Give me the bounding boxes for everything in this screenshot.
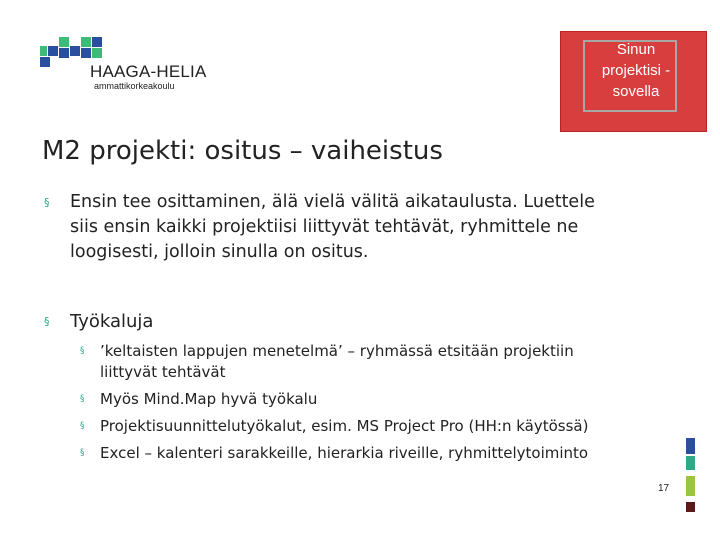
slide-title: M2 projekti: ositus – vaiheistus	[42, 136, 443, 166]
logo-square-icon	[40, 57, 50, 67]
bullet-icon: §	[44, 315, 50, 328]
deco-strip-green	[686, 476, 695, 496]
sub-bullet-text: Projektisuunnittelutyökalut, esim. MS Project Pro (HH:n käytössä)	[100, 417, 589, 435]
logo-square-icon	[92, 37, 102, 47]
logo-square-icon	[59, 37, 69, 47]
bullet-icon: §	[80, 421, 85, 431]
haaga-helia-logo	[38, 32, 208, 92]
page-number: 17	[658, 483, 670, 494]
deco-strip-dark	[686, 502, 695, 512]
sub-bullet-line: ’keltaisten lappujen menetelmä’ – ryhmässä etsitään projektiin	[100, 342, 574, 360]
badge-line: projektisi -	[601, 62, 671, 79]
bullet-text: Työkaluja	[70, 311, 154, 332]
logo-subtitle: ammattikorkeakoulu	[94, 81, 175, 91]
bullet-icon: §	[80, 346, 85, 356]
badge-line: sovella	[612, 83, 660, 100]
bullet-text	[70, 190, 670, 265]
deco-strip-blue	[686, 438, 695, 454]
bullet-line: siis ensin kaikki projektiisi liittyvät tehtävät, ryhmittele ne	[70, 217, 579, 237]
logo-name: HAAGA-HELIA	[90, 62, 207, 81]
bullet-line: loogisesti, jolloin sinulla on ositus.	[70, 242, 369, 262]
logo-square-icon	[40, 46, 47, 56]
sub-bullet-text: Myös Mind.Map hyvä työkalu	[100, 390, 318, 408]
logo-square-icon	[70, 46, 80, 56]
bullet-icon: §	[44, 196, 50, 209]
logo-square-icon	[92, 48, 102, 58]
apply-project-badge	[560, 31, 707, 132]
sub-bullet-line: liittyvät tehtävät	[100, 363, 226, 381]
logo-square-icon	[81, 48, 91, 58]
logo-square-icon	[48, 46, 58, 56]
logo-square-icon	[59, 48, 69, 58]
sub-bullet-text: Excel – kalenteri sarakkeille, hierarkia riveille, ryhmittelytoiminto	[100, 444, 589, 462]
deco-strip-teal	[686, 456, 695, 470]
sub-bullet-text	[100, 341, 574, 383]
bullet-line: Ensin tee osittaminen, älä vielä välitä aikataulusta. Luettele	[70, 192, 595, 212]
bullet-icon: §	[80, 394, 85, 404]
badge-line: Sinun	[616, 41, 656, 58]
logo-square-icon	[81, 37, 91, 47]
badge-text	[581, 39, 691, 102]
bullet-icon: §	[80, 448, 85, 458]
